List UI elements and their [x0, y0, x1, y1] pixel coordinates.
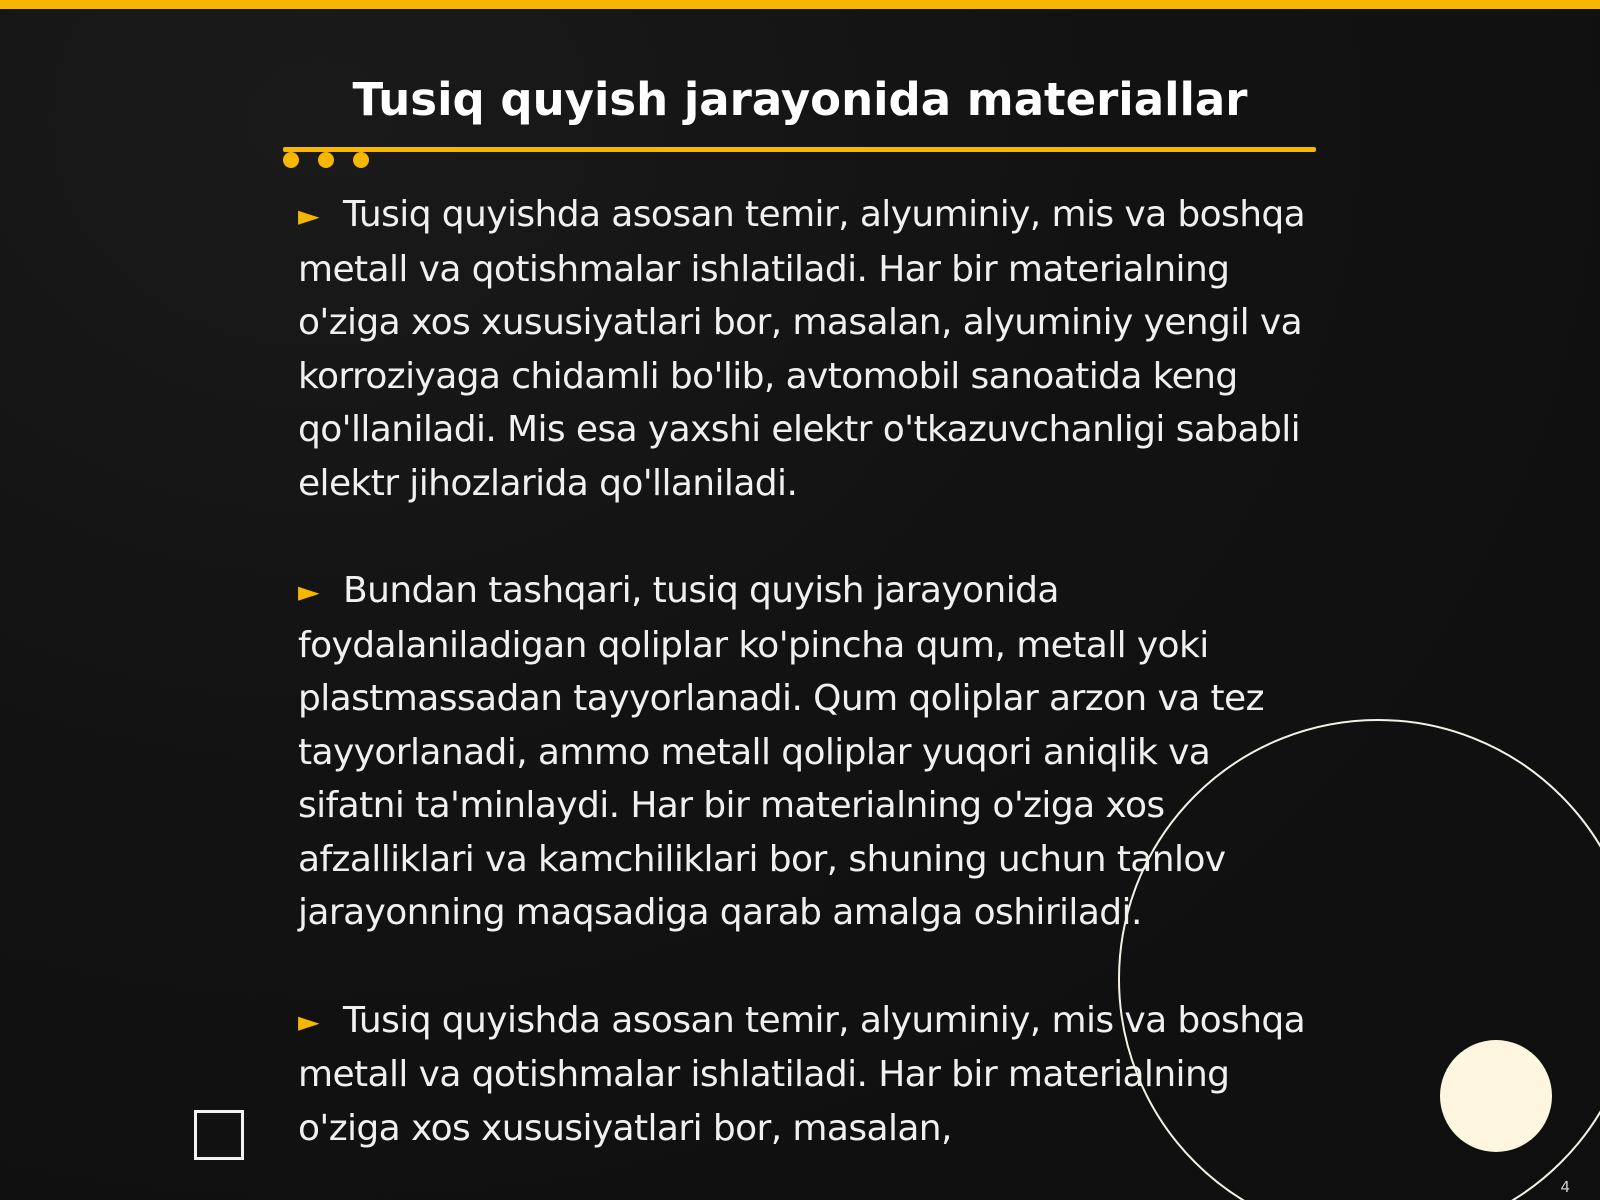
decor-filled-circle	[1440, 1040, 1552, 1152]
page-number: 4	[1560, 1178, 1570, 1196]
decor-dot	[353, 152, 369, 168]
bullet-arrow-icon: ►	[298, 575, 319, 608]
bullet-text: Bundan tashqari, tusiq quyish jarayonida foydalaniladigan qoliplar ko'pincha qum, metall yoki plastmassadan tayyorlanadi. Qum qoliplar arzon va tez tayyorlanadi, ammo metall qoliplar yuqori aniqlik va sifatni ta'minlaydi. Har bir materialning o'ziga xos afzalliklari va kamchiliklari bor, shuning uchun tanlov jarayonning maqsadiga qarab amalga oshiriladi.	[298, 570, 1264, 933]
bullet-arrow-icon: ►	[298, 199, 319, 232]
title-underline	[283, 147, 1316, 152]
bullet-text: Tusiq quyishda asosan temir, alyuminiy, mis va boshqa metall va qotishmalar ishlatiladi. Har bir materialning o'ziga xos xususiyatlari bor, masalan, alyuminiy yengil va korroziyaga chidamli bo'lib, avtomobil sanoatida keng qo'llaniladi. Mis esa yaxshi elektr o'tkazuvchanligi sababli elektr jihozlarida qo'llaniladi.	[298, 194, 1306, 504]
top-accent-bar	[0, 0, 1600, 9]
decor-dot	[283, 152, 299, 168]
slide-title: Tusiq quyish jarayonida materiallar	[352, 73, 1248, 126]
decor-outline-square	[194, 1110, 244, 1160]
bullet-arrow-icon: ►	[298, 1004, 319, 1038]
decor-dot	[318, 152, 334, 168]
bullet-text: Tusiq quyishda asosan temir, alyuminiy, mis va boshqa metall va qotishmalar ishlatiladi. Har bir materialning o'ziga xos xususiyatlari bor, masalan,	[298, 999, 1306, 1149]
bullet-item	[298, 188, 1308, 510]
